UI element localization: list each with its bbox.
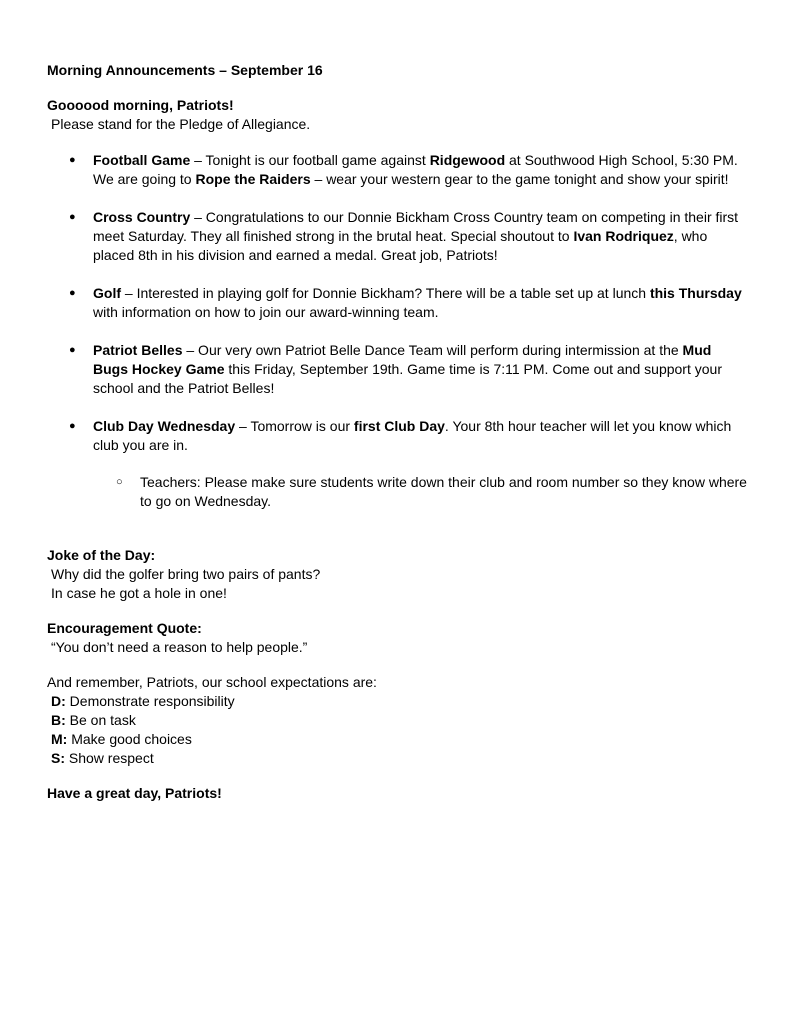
- item-highlight: Mud Bugs Hockey Game: [93, 342, 712, 377]
- item-text: at Southwood High School, 5:30 PM. We are going to: [93, 152, 738, 187]
- expectations-intro: And remember, Patriots, our school expectations are:: [47, 674, 377, 690]
- item-highlight: this Thursday: [649, 285, 742, 301]
- item-heading: Club Day Wednesday: [93, 418, 236, 434]
- item-text: this Friday, September 19th. Game time is 7:11 PM. Come out and support your school and the Patriot Belles!: [93, 361, 722, 396]
- document-page: [47, 61, 747, 803]
- item-text: – wear your western gear to the game tonight and show your spirit!: [310, 171, 729, 187]
- sub-item-teachers: ○ Teachers: Please make sure students write down their club and room number so they know where to go on Wednesday.: [93, 473, 747, 511]
- expectation-item: [47, 692, 747, 711]
- item-heading: Golf: [93, 285, 121, 301]
- expectation-text: Be on task: [65, 712, 136, 728]
- expectation-letter: S:: [51, 750, 65, 766]
- joke-heading: Joke of the Day:: [47, 547, 156, 563]
- item-text: with information on how to join our award-winning team.: [93, 304, 439, 320]
- expectation-text: Make good choices: [67, 731, 192, 747]
- expectation-letter: D:: [51, 693, 66, 709]
- item-text: . Your 8th hour teacher will let you know which club you are in.: [93, 418, 732, 453]
- sub-list: [93, 473, 747, 511]
- announcement-list: [47, 151, 747, 511]
- item-highlight: Ivan Rodriquez: [573, 228, 674, 244]
- item-text: – Our very own Patriot Belle Dance Team will perform during intermission at the: [182, 342, 683, 358]
- item-text: – Interested in playing golf for Donnie Bickham? There will be a table set up at lunch: [121, 285, 650, 301]
- item-highlight: Rope the Raiders: [195, 171, 311, 187]
- expectations-section: [47, 673, 747, 768]
- expectation-text: Show respect: [65, 750, 154, 766]
- announcement-patriot-belles: [47, 341, 747, 398]
- greeting: Goooood morning, Patriots!: [47, 97, 234, 113]
- pledge-text: Please stand for the Pledge of Allegiance.: [51, 116, 311, 132]
- item-heading: Patriot Belles: [93, 342, 183, 358]
- quote-section: [47, 619, 747, 657]
- announcement-football: [47, 151, 747, 189]
- joke-question: Why did the golfer bring two pairs of pants?: [51, 566, 321, 582]
- item-heading: Football Game: [93, 152, 191, 168]
- closing-line: Have a great day, Patriots!: [47, 785, 222, 801]
- expectation-letter: B:: [51, 712, 66, 728]
- announcement-club-day: [47, 417, 747, 511]
- expectation-item: [47, 711, 747, 730]
- item-highlight: Ridgewood: [429, 152, 506, 168]
- page-title: Morning Announcements – September 16: [47, 62, 323, 78]
- announcement-golf: [47, 284, 747, 322]
- expectation-text: Demonstrate responsibility: [65, 693, 235, 709]
- item-heading: Cross Country: [93, 209, 191, 225]
- item-highlight: first Club Day: [353, 418, 445, 434]
- announcement-cross-country: [47, 208, 747, 265]
- joke-section: [47, 546, 747, 603]
- item-text: – Tonight is our football game against: [190, 152, 430, 168]
- expectation-letter: M:: [51, 731, 68, 747]
- expectation-item: [47, 749, 747, 768]
- item-text: – Congratulations to our Donnie Bickham Cross Country team on competing in their first meet Saturday. They all finished strong in the brutal heat. Special shoutout to: [93, 209, 739, 244]
- joke-answer: In case he got a hole in one!: [51, 585, 227, 601]
- item-text: – Tomorrow is our: [235, 418, 354, 434]
- expectation-item: [47, 730, 747, 749]
- quote-heading: Encouragement Quote:: [47, 620, 202, 636]
- item-text: , who placed 8th in his division and earned a medal. Great job, Patriots!: [93, 228, 708, 263]
- quote-text: “You don’t need a reason to help people.”: [51, 639, 308, 655]
